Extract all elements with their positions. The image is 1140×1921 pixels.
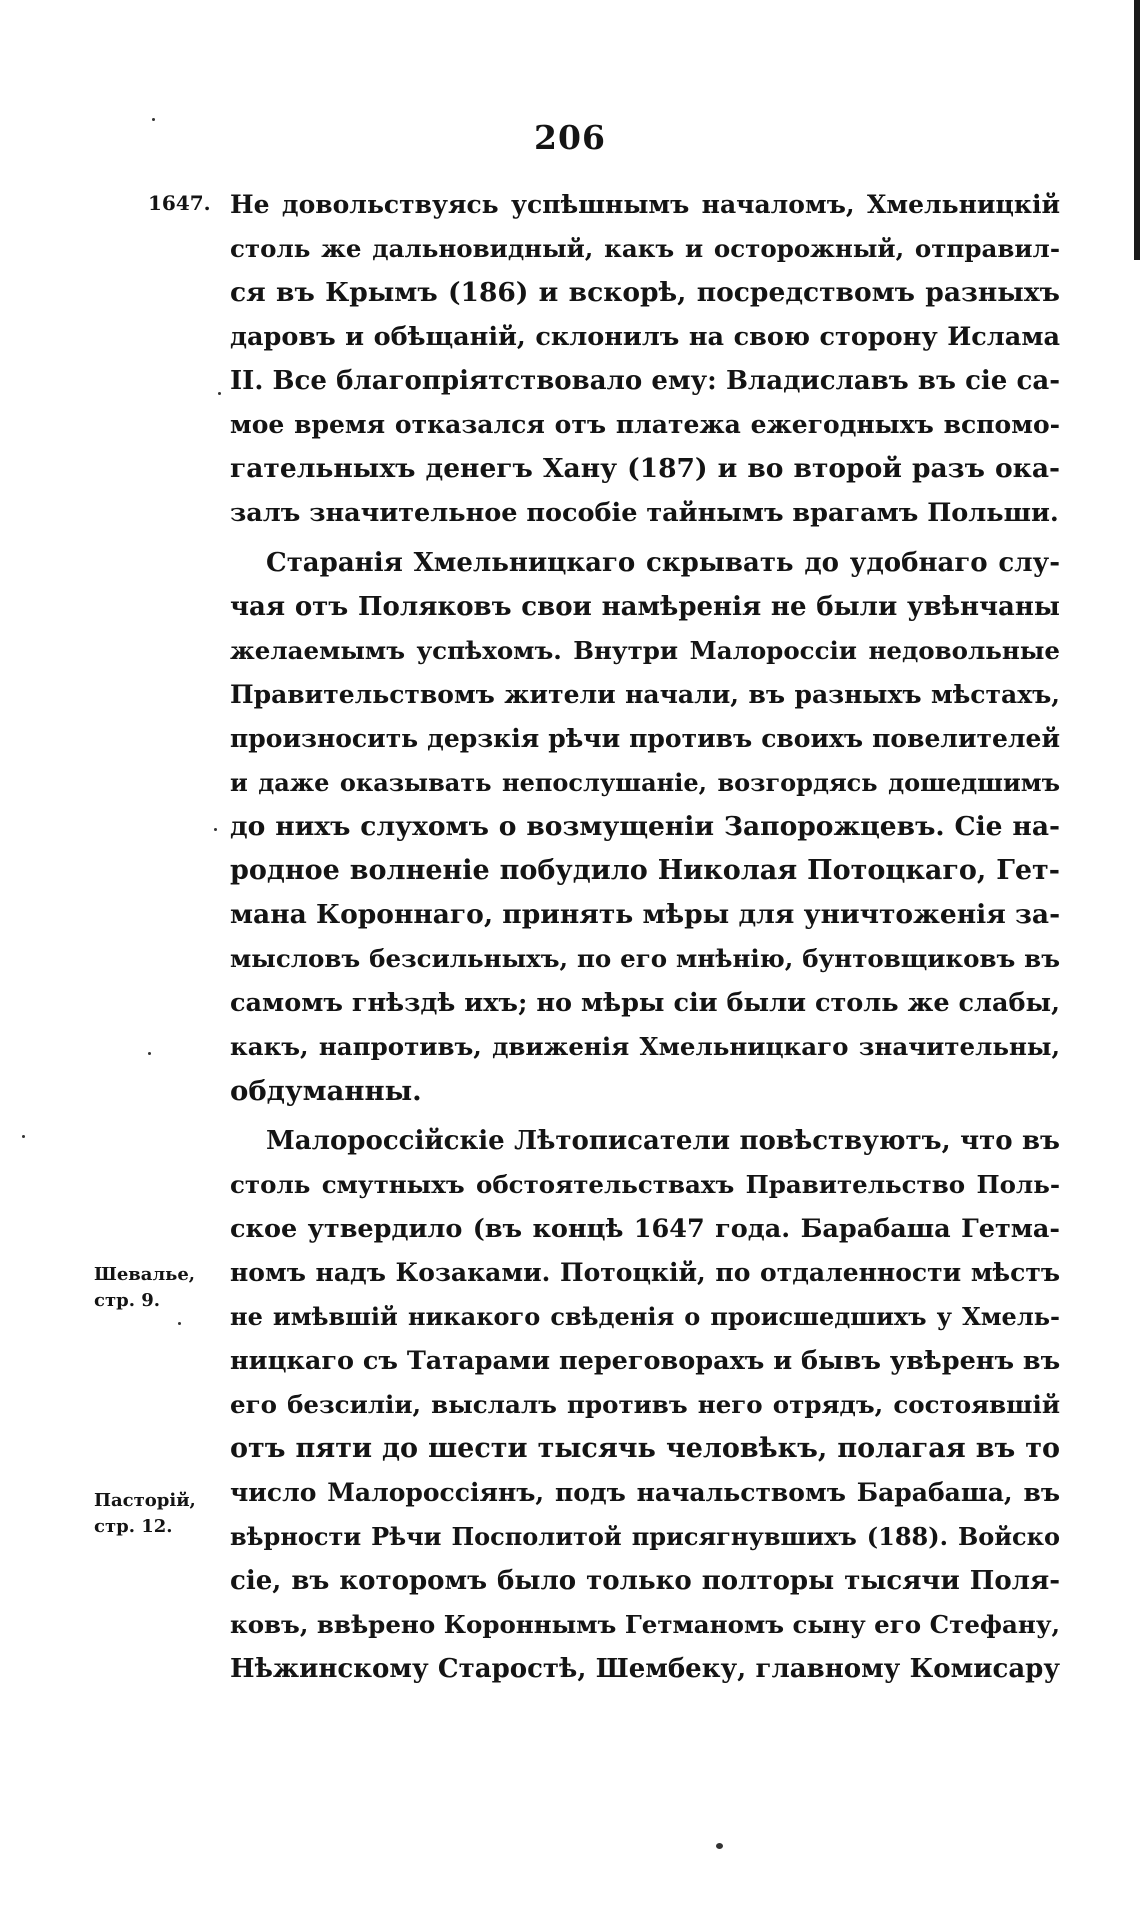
text-line: его безсиліи, выслалъ противъ него отрядъ, состоявшій (230, 1390, 1060, 1419)
text-line: родное волненіе побудило Николая Потоцкаго, Гет- (230, 855, 1060, 886)
text-line: мысловъ безсильныхъ, по его мнѣнію, бунтовщиковъ въ (230, 944, 1060, 973)
text-line: и даже оказывать непослушаніе, возгордясь дошедшимъ (230, 768, 1060, 797)
text-line: желаемымъ успѣхомъ. Внутри Малороссіи недовольные (230, 636, 1060, 665)
text-line: Малороссійскіе Лѣтописатели повѣствуютъ, что въ (266, 1126, 1060, 1156)
text-line: номъ надъ Козаками. Потоцкій, по отдаленности мѣстъ (230, 1258, 1060, 1287)
margin-note-line: Пасторій, (94, 1490, 196, 1511)
margin-note-line: стр. 12. (94, 1516, 173, 1537)
text-line: какъ, напротивъ, движенія Хмельницкаго значительны, (230, 1032, 1060, 1061)
text-line: до нихъ слухомъ о возмущеніи Запорожцевъ. Сіе на- (230, 811, 1060, 842)
text-line: Старанія Хмельницкаго скрывать до удобнаго слу- (266, 548, 1060, 578)
text-line: Не довольствуясь успѣшнымъ началомъ, Хмельницкій (230, 190, 1060, 219)
margin-note-line: стр. 9. (94, 1290, 161, 1311)
text-line: не имѣвшій никакого свѣденія о происшедшихъ у Хмель- (230, 1302, 1060, 1331)
text-line: Нѣжинскому Старостѣ, Шембеку, главному Комисару (230, 1654, 1060, 1684)
text-line: II. Все благопріятствовало ему: Владиславъ въ сіе са- (230, 366, 1060, 396)
margin-note-line: Шевалье, (94, 1264, 196, 1285)
paragraph-1 (230, 183, 1060, 535)
text-line: чая отъ Поляковъ свои намѣренія не были увѣнчаны (230, 592, 1060, 622)
text-line: самомъ гнѣздѣ ихъ; но мѣры сіи были столь же слабы, (230, 988, 1060, 1018)
body-text (230, 183, 1060, 1697)
scan-speck (218, 392, 221, 395)
scan-speck (716, 1843, 723, 1849)
text-line: сіе, въ которомъ было только полторы тысячи Поля- (230, 1566, 1060, 1596)
margin-note-year (148, 190, 211, 216)
paragraph-3 (230, 1119, 1060, 1691)
scan-speck (214, 828, 217, 831)
text-line: обдуманны. (230, 1075, 422, 1107)
text-line: столь же дальновидный, какъ и осторожный, отправил- (230, 234, 1060, 263)
text-line: вѣрности Рѣчи Посполитой присягнувшихъ (188). Войско (230, 1522, 1060, 1551)
text-line: мана Короннаго, принять мѣры для уничтоженія за- (230, 899, 1061, 930)
margin-note-chevalier (94, 1262, 195, 1314)
paragraph-2 (230, 541, 1060, 1113)
text-line: столь смутныхъ обстоятельствахъ Правительство Поль- (230, 1170, 1060, 1199)
text-line: число Малороссіянъ, подъ начальствомъ Барабаша, въ (230, 1478, 1060, 1507)
text-line: даровъ и обѣщаній, склонилъ на свою сторону Ислама (230, 322, 1060, 352)
text-line: отъ пяти до шести тысячь человѣкъ, полагая въ то (230, 1433, 1060, 1464)
text-line: гательныхъ денегъ Хану (187) и во второй разъ ока- (230, 453, 1060, 484)
text-line: ское утвердило (въ концѣ 1647 года. Барабаша Гетма- (230, 1214, 1060, 1244)
scan-speck (22, 1135, 25, 1138)
text-line: ницкаго съ Татарами переговорахъ и бывъ увѣренъ въ (230, 1346, 1061, 1376)
text-line: мое время отказался отъ платежа ежегодныхъ вспомо- (230, 410, 1060, 439)
scan-speck (148, 1052, 151, 1055)
page-number: 206 (534, 118, 606, 157)
text-line: залъ значительное пособіе тайнымъ врагамъ Польши. (230, 498, 1059, 528)
text-line: ковъ, ввѣрено Короннымъ Гетманомъ сыну его Стефану, (230, 1610, 1061, 1639)
margin-note-line: 1647. (148, 191, 211, 215)
text-line: ся въ Крымъ (186) и вскорѣ, посредствомъ разныхъ (230, 277, 1060, 308)
margin-note-pastorius (94, 1488, 196, 1540)
scan-speck (152, 118, 155, 121)
text-line: Правительствомъ жители начали, въ разныхъ мѣстахъ, (230, 680, 1060, 709)
scan-speck (178, 1322, 181, 1325)
text-line: произносить дерзкія рѣчи противъ своихъ повелителей (230, 724, 1060, 753)
